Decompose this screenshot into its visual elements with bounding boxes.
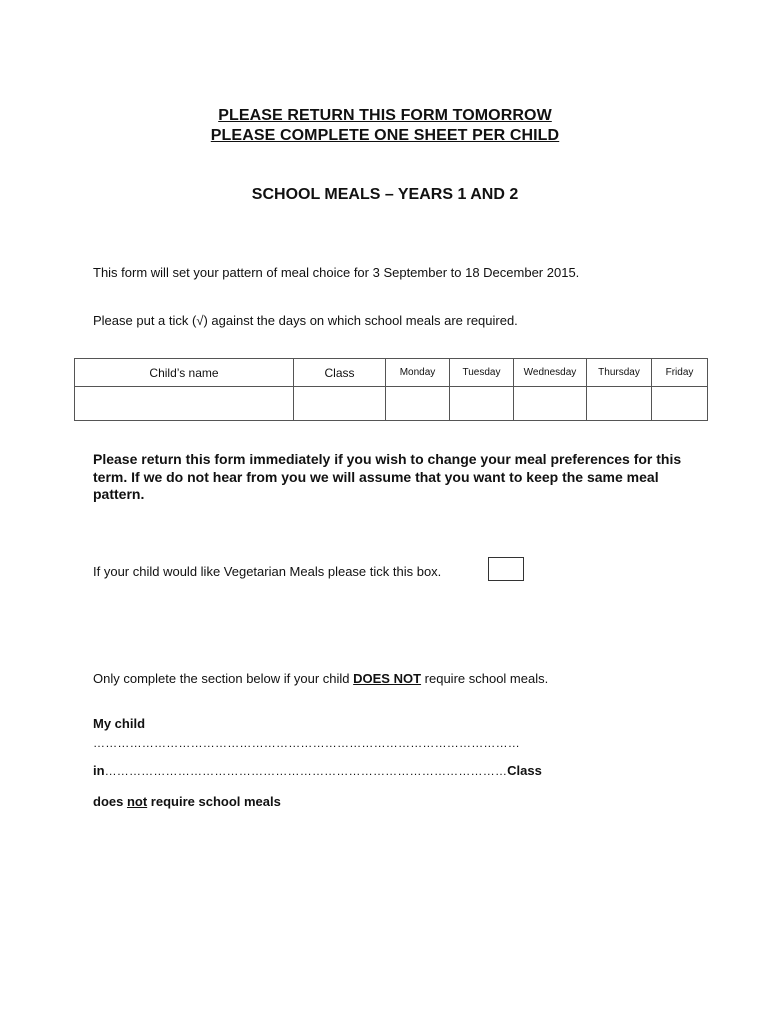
meals-table: [74, 358, 708, 421]
header-line-1: PLEASE RETURN THIS FORM TOMORROW: [218, 107, 552, 124]
class-cell[interactable]: [294, 387, 386, 421]
form-title: SCHOOL MEALS – YEARS 1 AND 2: [251, 186, 519, 203]
class-label: Class: [507, 763, 542, 778]
friday-cell[interactable]: [652, 387, 708, 421]
header-line-2: PLEASE COMPLETE ONE SHEET PER CHILD: [210, 127, 560, 144]
table-header-row: [75, 359, 708, 387]
optout-statement: [93, 794, 281, 809]
child-name-line[interactable]: ……………………………………………………………………………………………: [93, 736, 520, 750]
in-label: in: [93, 763, 105, 778]
optout-intro-after: require school meals.: [421, 671, 549, 686]
class-line: [93, 763, 542, 778]
vegetarian-checkbox[interactable]: [488, 557, 524, 581]
vegetarian-text: If your child would like Vegetarian Meals please tick this box.: [93, 564, 442, 579]
my-child-label: My child: [93, 716, 146, 731]
friday-header: Friday: [652, 359, 708, 387]
optout-intro: [93, 671, 548, 686]
class-dots[interactable]: ………………………………………………………………………………………: [104, 764, 508, 778]
optout-intro-emphasis: DOES NOT: [353, 671, 422, 686]
thursday-header: Thursday: [587, 359, 652, 387]
thursday-cell[interactable]: [587, 387, 652, 421]
childs-name-header: Child’s name: [75, 359, 294, 387]
table-row: [75, 387, 708, 421]
optout-final-emphasis: not: [126, 794, 148, 809]
wednesday-header: Wednesday: [514, 359, 587, 387]
wednesday-cell[interactable]: [514, 387, 587, 421]
period-text: This form will set your pattern of meal choice for 3 September to 18 December 2015.: [93, 265, 580, 280]
optout-final-before: does: [93, 794, 127, 809]
optout-intro-before: Only complete the section below if your child: [93, 671, 354, 686]
monday-header: Monday: [386, 359, 450, 387]
monday-cell[interactable]: [386, 387, 450, 421]
tuesday-header: Tuesday: [450, 359, 514, 387]
tick-instruction: Please put a tick (√) against the days on which school meals are required.: [93, 313, 518, 328]
tuesday-cell[interactable]: [450, 387, 514, 421]
childs-name-cell[interactable]: [75, 387, 294, 421]
class-header: Class: [294, 359, 386, 387]
change-notice: Please return this form immediately if you wish to change your meal preferences for this term. If we do not hear from you we will assume that you want to keep the same meal pattern.: [93, 451, 682, 502]
optout-final-after: require school meals: [147, 794, 281, 809]
